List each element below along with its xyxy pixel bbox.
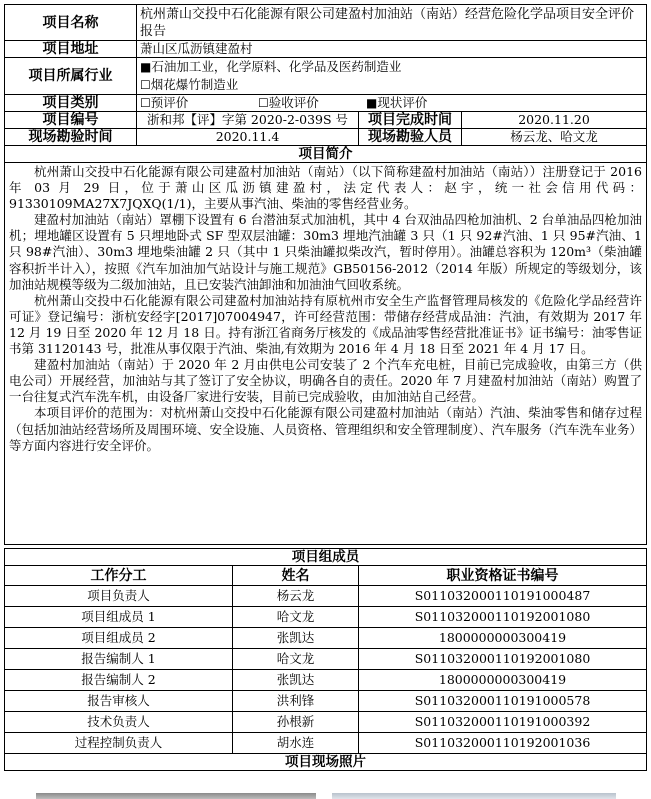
- project-name-label: 项目名称: [5, 5, 137, 41]
- project-finish-label: 项目完成时间: [359, 112, 462, 129]
- project-address-value: 萧山区瓜沥镇建盈村: [137, 41, 647, 58]
- project-industry-options: [137, 58, 647, 95]
- team-title: 项目组成员: [5, 549, 647, 566]
- unchecked-box-icon: ☐: [140, 96, 151, 110]
- project-name-value: 杭州萧山交投中石化能源有限公司建盈村加油站（南站）经营危险化学品项目安全评价报告: [137, 5, 647, 41]
- table-row: 项目负责人 杨云龙 S011032000110191000487: [5, 586, 647, 607]
- project-info-table: [4, 4, 647, 545]
- site-photo-2: [332, 793, 616, 799]
- project-category-options: [137, 95, 647, 112]
- project-finish-value: 2020.11.20: [462, 112, 647, 129]
- project-industry-label: 项目所属行业: [5, 58, 137, 95]
- checked-box-icon: ■: [140, 60, 152, 74]
- intro-body: [5, 163, 647, 545]
- team-header-role: 工作分工: [5, 566, 233, 586]
- table-row: 过程控制负责人 胡水连 S011032000110192001036: [5, 733, 647, 754]
- table-row: 项目组成员 1 哈文龙 S011032000110192001080: [5, 607, 647, 628]
- category-option-acceptance: ☐验收评价: [258, 95, 319, 110]
- intro-paragraph: 建盈村加油站（南站）于 2020 年 2 月由供电公司安装了 2 个汽车充电桩，目前已完成验收，由第三方（供电公司）开展经营，加油站与其了签订了安全协议，明确各自的责任。2020 年 7 月建盈村加油站（南站）购置了一台往复式汽车洗车机，由设备厂家进行安装，目前已完成验收，由加油站自己经营。: [9, 357, 642, 405]
- intro-paragraph: 建盈村加油站（南站）罩棚下设置有 6 台潜油泵式加油机，其中 4 台双油品四枪加油机、2 台单油品四枪加油机；埋地罐区设置有 5 只埋地卧式 SF 型双层油罐：30m3 埋地汽油罐 3 只（1 只 92#汽油、1 只 95#汽油、1 只 98#汽油）、30m3 埋地柴油罐 2 只（其中 1 只柴油罐拟柴改汽，暂时停用）。油罐总容积为 120m³（柴油罐容积折半计入），按照《汽车加油加气站设计与施工规范》GB50156-2012（2014 年版）所规定的等级划分，该加油站规模等级为二级加油站，且已安装汽油卸油和加油油气回收系统。: [9, 212, 642, 292]
- photos-title: 项目现场照片: [5, 754, 647, 771]
- team-header-name: 姓名: [233, 566, 359, 586]
- industry-option-1: ■石油加工业，化学原料、化学品及医药制造业: [140, 59, 402, 74]
- project-address-label: 项目地址: [5, 41, 137, 58]
- checked-box-icon: ■: [366, 96, 378, 110]
- survey-people-label: 现场勘验人员: [359, 129, 462, 146]
- table-row: 报告审核人 洪利锋 S011032000110191000578: [5, 691, 647, 712]
- table-row: 技术负责人 孙根新 S011032000110191000392: [5, 712, 647, 733]
- intro-paragraph: 杭州萧山交投中石化能源有限公司建盈村加油站（南站）（以下简称建盈村加油站（南站））注册登记于 2016 年 03 月 29 日，位于萧山区瓜沥镇建盈村，法定代表人：赵宇，统一社会信用代码：91330109MA27X7JQXQ(1/1)，主要从事汽油、柴油的零售经营业务。: [9, 164, 642, 212]
- category-option-current: ■现状评价: [366, 95, 428, 110]
- project-number-label: 项目编号: [5, 112, 137, 129]
- intro-title: 项目简介: [5, 146, 647, 163]
- intro-paragraph: 杭州萧山交投中石化能源有限公司建盈村加油站持有原杭州市安全生产监督管理局核发的《危险化学品经营许可证》登记编号：浙杭安经字[2017]07004947，许可经营范围：带储存经营成品油：汽油，有效期为 2017 年 12 月 19 日至 2020 年 12 月 18 日。持有浙江省商务厅核发的《成品油零售经营批准证书》证书编号：油零售证书第 31120143 号，批准从事仅限于汽油、柴油,有效期为 2016 年 4 月 18 日至 2021 年 4 月 17 日。: [9, 292, 642, 357]
- table-row: 报告编制人 1 哈文龙 S011032000110192001080: [5, 649, 647, 670]
- category-option-pre: ☐预评价: [140, 95, 189, 110]
- team-table: [4, 548, 647, 771]
- survey-time-label: 现场勘验时间: [5, 129, 137, 146]
- project-category-label: 项目类别: [5, 95, 137, 112]
- unchecked-box-icon: ☐: [258, 96, 269, 110]
- team-header-cert: 职业资格证书编号: [359, 566, 647, 586]
- project-number-value: 浙和邦【评】字第 2020-2-039S 号: [137, 112, 359, 129]
- table-row: 报告编制人 2 张凯达 1800000000300419: [5, 670, 647, 691]
- unchecked-box-icon: ☐: [140, 78, 151, 92]
- intro-paragraph: 本项目评价的范围为：对杭州萧山交投中石化能源有限公司建盈村加油站（南站）汽油、柴油零售和储存过程（包括加油站经营场所及周围环境、安全设施、人员资格、管理组织和安全管理制度）、汽车服务（汽车洗车业务）等方面内容进行安全评价。: [9, 405, 642, 453]
- site-photo-1: [36, 793, 316, 799]
- table-row: 项目组成员 2 张凯达 1800000000300419: [5, 628, 647, 649]
- survey-time-value: 2020.11.4: [137, 129, 359, 146]
- survey-people-value: 杨云龙、哈文龙: [462, 129, 647, 146]
- industry-option-2: ☐烟花爆竹制造业: [140, 77, 239, 92]
